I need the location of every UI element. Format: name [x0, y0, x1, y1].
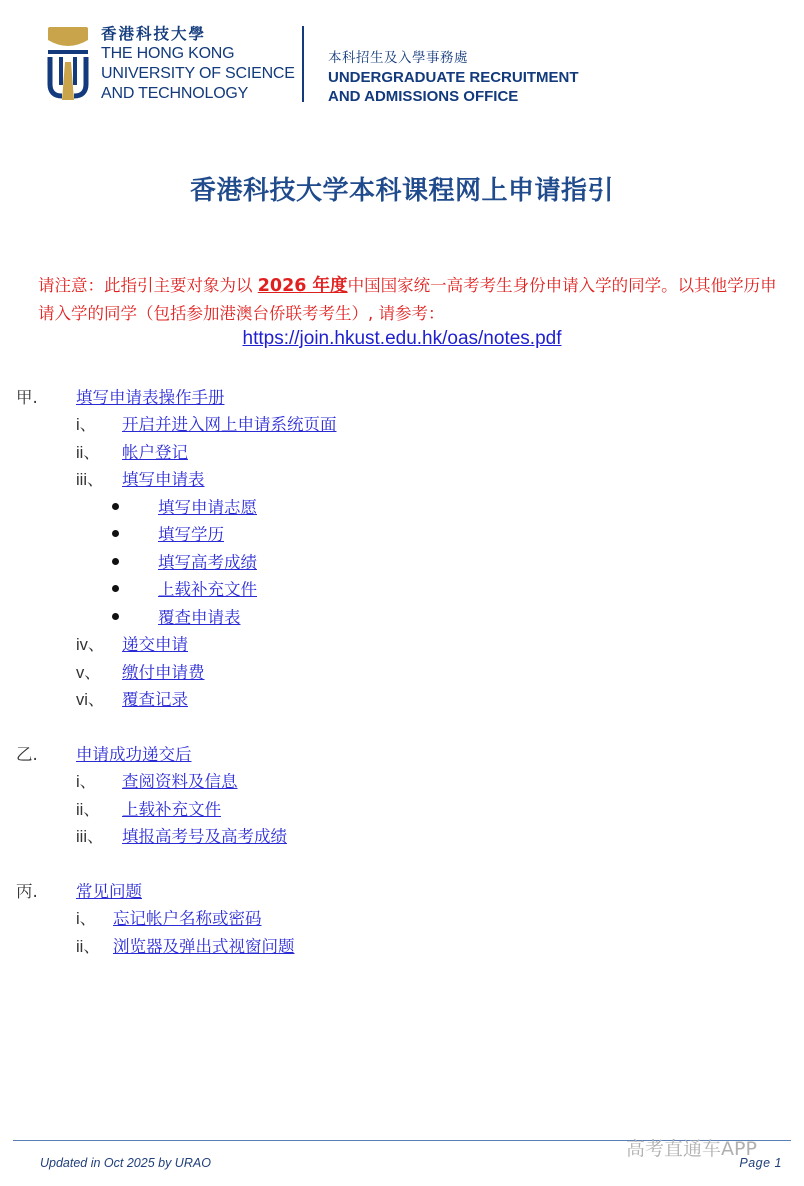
office-name-cn: 本科招生及入學事務處 [328, 50, 468, 66]
section-c-item-2-link[interactable]: 浏览器及弹出式视窗问题 [113, 937, 295, 956]
section-b-item-1-link[interactable]: 查阅资料及信息 [122, 772, 238, 791]
university-name-en-line1: THE HONG KONG [101, 45, 235, 62]
section-c-title-link[interactable]: 常见问题 [76, 882, 142, 901]
section-a-subitem-2-link[interactable]: 填写学历 [158, 525, 224, 544]
university-name-en-line3: AND TECHNOLOGY [101, 85, 249, 102]
section-a-title-link[interactable]: 填写申请表操作手册 [76, 388, 225, 407]
bullet-icon [112, 613, 119, 620]
document-header [0, 0, 804, 120]
section-c-item-1-link[interactable]: 忘记帐户名称或密码 [113, 909, 262, 928]
notice-link-row [0, 328, 804, 350]
bullet-icon [112, 585, 119, 592]
notice-year: 2026 年度 [257, 276, 348, 296]
section-b-item-3-link[interactable]: 填报高考号及高考成绩 [122, 827, 287, 846]
section-a-item-1-num: i、 [76, 416, 97, 434]
section-a-subitem-4-link[interactable]: 上载补充文件 [158, 580, 257, 599]
section-a-item-2-num: ii、 [76, 444, 100, 462]
section-a-item-6-num: vi、 [76, 691, 105, 709]
section-a-item-4-num: iv、 [76, 636, 105, 654]
section-a-subitem-3-link[interactable]: 填写高考成绩 [158, 553, 257, 572]
section-c-item-1-num: i、 [76, 910, 97, 928]
notice-part1: 请注意：此指引主要对象为以 [38, 276, 258, 295]
office-name [328, 48, 579, 106]
notice-part2: 中国国家统一高考考生身份申请入学的同学。以其他学历申请入学的同学（包括参加港澳台侨联考考生）, 请参考： [38, 276, 777, 323]
header-divider [302, 26, 304, 102]
section-c-letter: 丙. [16, 882, 38, 901]
bullet-icon [112, 558, 119, 565]
section-b-item-2-num: ii、 [76, 801, 100, 819]
section-a-item-3-link[interactable]: 填写申请表 [122, 470, 205, 489]
section-a-item-5-link[interactable]: 缴付申请费 [122, 663, 205, 682]
notice-text [38, 272, 778, 327]
notes-pdf-link[interactable]: https://join.hkust.edu.hk/oas/notes.pdf [242, 328, 562, 349]
footer-page-number: Page 1 [739, 1156, 782, 1170]
section-b-item-2-link[interactable]: 上载补充文件 [122, 800, 221, 819]
section-a-item-5-num: v、 [76, 664, 101, 682]
section-c-item-2-num: ii、 [76, 938, 100, 956]
section-b-item-1-num: i、 [76, 773, 97, 791]
university-name-en-line2: UNIVERSITY OF SCIENCE [101, 65, 295, 82]
section-b-title-link[interactable]: 申请成功递交后 [76, 745, 192, 764]
section-b-item-3-num: iii、 [76, 828, 104, 846]
office-name-en-line2: AND ADMISSIONS OFFICE [328, 88, 519, 105]
bullet-icon [112, 503, 119, 510]
university-name [101, 24, 295, 104]
page-title: 香港科技大学本科课程网上申请指引 [189, 176, 614, 206]
university-name-cn: 香港科技大學 [101, 25, 207, 43]
bullet-icon [112, 530, 119, 537]
section-a-item-4-link[interactable]: 递交申请 [122, 635, 188, 654]
section-b-letter: 乙. [16, 745, 38, 764]
footer-updated-text: Updated in Oct 2025 by URAO [40, 1156, 211, 1170]
section-a-subitem-1-link[interactable]: 填写申请志愿 [158, 498, 257, 517]
section-a-item-6-link[interactable]: 覆查记录 [122, 690, 188, 709]
section-a-item-3-num: iii、 [76, 471, 104, 489]
section-a-item-2-link[interactable]: 帐户登记 [122, 443, 188, 462]
watermark-text: 高考直通车APP [626, 1138, 757, 1160]
section-a-letter: 甲. [16, 388, 38, 407]
hkust-logo-icon [44, 24, 92, 102]
office-name-en-line1: UNDERGRADUATE RECRUITMENT [328, 69, 579, 86]
section-a-subitem-5-link[interactable]: 覆查申请表 [158, 608, 241, 627]
section-a-item-1-link[interactable]: 开启并进入网上申请系统页面 [122, 415, 337, 434]
